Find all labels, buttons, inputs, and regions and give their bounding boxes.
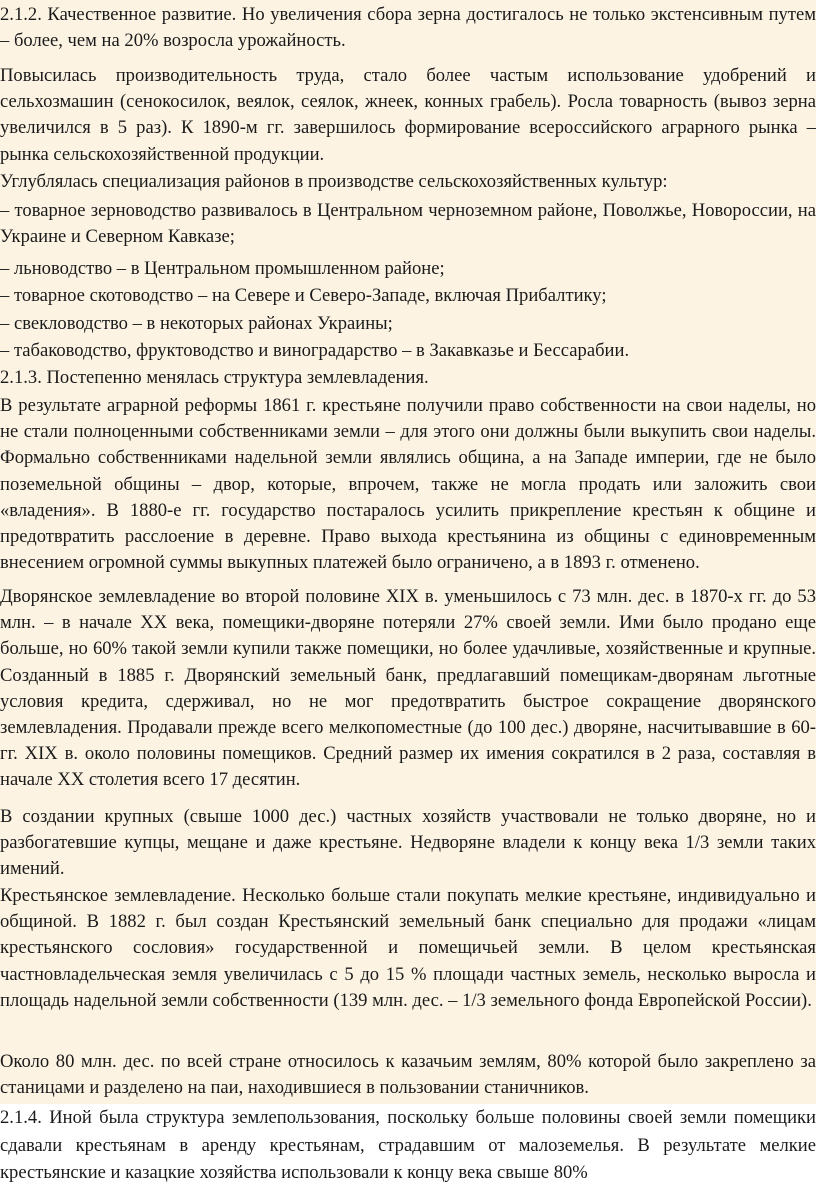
paragraph-cossack-lands: Около 80 млн. дес. по всей стране относилось к казачьим землям, 80% которой было закреплено за станицами и разделено на паи, находившиеся в пользовании станичников.	[0, 1051, 816, 1099]
bottom-text-block	[0, 1104, 816, 1202]
paragraph-specialization: Углублялась специализация районов в производстве сельскохозяйственных культур:	[0, 171, 668, 192]
list-item-flax: – льноводство – в Центральном промышленном районе;	[0, 258, 445, 279]
paragraph-reform-1861: В результате аграрной реформы 1861 г. крестьяне получили право собственности на свои наделы, но не стали полноценными собственниками земли – для этого они должны были выкупить свои наделы. Формально собственниками надельной земли являлись община, а на Западе империи, где не было поземельной общины – двор, которые, впрочем, также не могла продать или заложить свои «владения». В 1880-е гг. государство постаралось усилить прикрепление крестьян к общине и предотвратить расслоение в деревне. Право выхода крестьянина из общины с единовременным внесением огромной суммы выкупных платежей было ограничено, а в 1893 г. отменено.	[0, 395, 816, 574]
heading-2-1-3: 2.1.3. Постепенно менялась структура землевладения.	[0, 367, 429, 388]
paragraph-productivity: Повысилась производительность труда, стало более частым использование удобрений и сельхозмашин (сенокосилок, веялок, сеялок, жнеек, конных грабель). Росла товарность (вывоз зерна увеличился в 5 раз). К 1890-м гг. завершилось формирование всероссийского аграрного рынка – рынка сельскохозяйственной продукции.	[0, 65, 816, 165]
paragraph-2-1-2: 2.1.2. Качественное развитие. Но увеличения сбора зерна достигалось не только экстенсивным путем – более, чем на 20% возросла урожайность.	[0, 4, 816, 52]
list-item-beet: – свекловодство – в некоторых районах Украины;	[0, 313, 393, 334]
paragraph-large-estates: В создании крупных (свыше 1000 дес.) частных хозяйств участвовали не только дворяне, но и разбогатевшие купцы, мещане и даже крестьяне. Недворяне владели к концу века 1/3 земли таких имений.	[0, 806, 816, 880]
paragraph-peasant-landholding: Крестьянское землевладение. Несколько больше стали покупать мелкие крестьяне, индивидуально и общиной. В 1882 г. был создан Крестьянский земельный банк специально для продажи «лицам крестьянского сословия» государственной и помещичьей земли. В целом крестьянская частновладельческая земля увеличилась с 5 до 15 % площади частных земель, несколько выросла и площадь надельной земли собственности (139 млн. дес. – 1/3 земельного фонда Европейской России).	[0, 885, 816, 1011]
list-item-livestock: – товарное скотоводство – на Севере и Северо-Западе, включая Прибалтику;	[0, 285, 607, 306]
list-item-grain: – товарное зерноводство развивалось в Центральном черноземном районе, Поволжье, Новороссии, на Украине и Северном Кавказе;	[0, 200, 816, 248]
list-item-tobacco: – табаководство, фруктоводство и виноградарство – в Закавказье и Бессарабии.	[0, 340, 630, 361]
paragraph-2-1-4: 2.1.4. Иной была структура землепользования, поскольку больше половины своей земли помещики сдавали крестьянам в аренду крестьянам, страдавшим от малоземелья. В результате мелкие крестьянские и казацкие хозяйства использовали к концу века свыше 80%	[0, 1107, 816, 1183]
paragraph-noble-landholding: Дворянское землевладение во второй половине XIX в. уменьшилось с 73 млн. дес. в 1870-х гг. до 53 млн. – в начале XX века, помещики-дворяне потеряли 27% своей земли. Ими было продано еще больше, но 60% такой земли купили также помещики, но более удачливые, хозяйственные и крупные. Созданный в 1885 г. Дворянский земельный банк, предлагавший помещикам-дворянам льготные условия кредита, сдерживал, но не мог предотвратить быстрое сокращение дворянского землевладения. Продавали прежде всего мелкопоместные (до 100 дес.) дворяне, насчитывавшие в 60-гг. XIX в. около половины помещиков. Средний размер их имения сократился в 2 раза, составляя в начале XX столетия всего 17 десятин.	[0, 586, 816, 791]
